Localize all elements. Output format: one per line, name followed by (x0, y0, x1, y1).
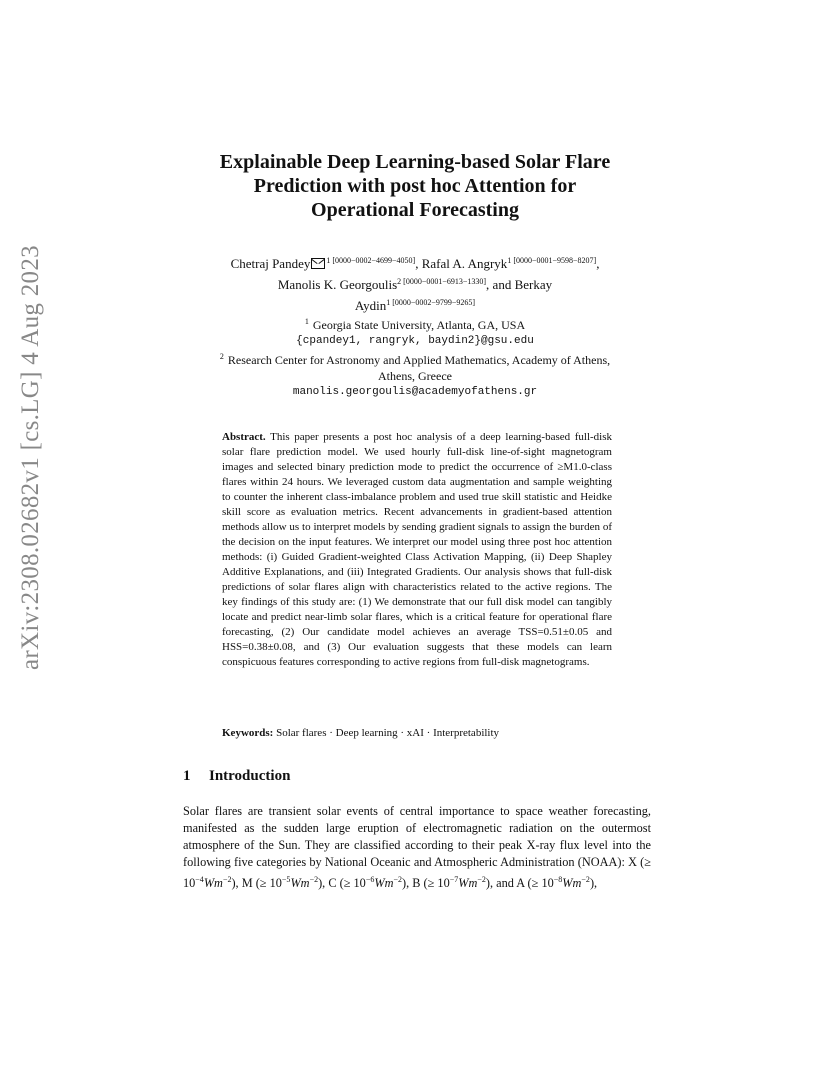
intro-text: ), C (≥ 10 (318, 876, 366, 890)
unit: Wm (562, 876, 582, 890)
affiliation-text: Research Center for Astronomy and Applied Mathematics, Academy of Athens, (227, 353, 611, 367)
intro-text: ), M (≥ 10 (231, 876, 282, 890)
authors-line-1 (175, 252, 655, 273)
affiliation-number: 1 (304, 317, 309, 326)
exponent: −8 (553, 875, 563, 884)
author-name: , Rafal A. Angryk (415, 256, 508, 271)
exponent: −4 (195, 875, 204, 884)
exponent: −5 (281, 875, 291, 884)
author-separator: , (596, 256, 600, 271)
intro-text: Solar flares are transient solar events of central importance to space weather forecasting, manifested as the sudden large eruption of electromagnetic radiation on the outermost atmosphere of the Sun. They are classified according to their peak X-ray flux level into the following five categories by National Oceanic and Atmospheric Administration (NOAA): X (≥ 10 (183, 804, 651, 890)
author-name: Chetraj Pandey (230, 256, 311, 271)
affiliation-1-email: {cpandey1, rangryk, baydin2}@gsu.edu (296, 335, 534, 347)
title-line-1: Explainable Deep Learning-based Solar Flare (219, 151, 611, 173)
authors-line-2 (175, 273, 655, 294)
affiliation-text: Georgia State University, Atlanta, GA, USA (312, 318, 526, 332)
exponent: −2 (393, 875, 402, 884)
authors-line-3 (175, 294, 655, 315)
affiliation-2-line-2: Athens, Greece (378, 369, 452, 383)
author-name: Manolis K. Georgoulis (277, 277, 398, 292)
exponent: −2 (581, 875, 590, 884)
affiliation-2 (175, 349, 655, 368)
intro-text: ), (589, 876, 598, 890)
abstract-text: This paper presents a post hoc analysis of a deep learning-based full-disk solar flare prediction model. We used hourly full-disk line-of-sight magnetogram images and selected binary prediction mode to predict the occurrence of ≥M1.0-class flares within 24 hours. We leveraged custom data augmentation and sample weighting to counter the inherent class-imbalance problem and used true skill statistic and Heidke skill score as evaluation metrics. Recent advancements in gradient-based attention methods allow us to interpret models by sending gradient signals to assign the burden of the decision on the input features. We interpret our model using three post hoc attention methods: (i) Guided Gradient-weighted Class Activation Mapping, (ii) Deep Shapley Additive Explanations, and (iii) Integrated Gradients. Our analysis shows that full-disk predictions of solar flares align with characteristics related to the active regions. The key findings of this study are: (1) We demonstrate that our full disk model can tangibly locate and predict near-limb solar flares, which is a critical feature for operational flare forecasting, (2) Our candidate model achieves an average TSS=0.51±0.05 and HSS=0.38±0.08, and (3) Our evaluation suggests that these models can learn conspicuous features corresponding to active regions from full-disk magnetograms. (222, 431, 612, 668)
section-title: Introduction (209, 768, 291, 784)
exponent: −2 (222, 875, 232, 884)
affiliations (175, 314, 655, 400)
abstract-label: Abstract. (222, 431, 266, 443)
author-separator: , and Berkay (486, 277, 553, 292)
unit: Wm (458, 876, 478, 890)
keywords (222, 726, 612, 741)
section-heading (183, 768, 653, 785)
author-orcid: 1 [0000−0002−9799−9265] (386, 298, 476, 307)
arxiv-stamp: arXiv:2308.02682v1 [cs.LG] 4 Aug 2023 (17, 245, 44, 670)
intro-text: ), and A (≥ 10 (485, 876, 554, 890)
abstract (222, 430, 612, 670)
exponent: −2 (477, 875, 486, 884)
affiliation-1 (175, 314, 655, 333)
author-orcid: 1 [0000−0001−9598−8207] (507, 256, 597, 265)
unit: Wm (290, 876, 310, 890)
keywords-label: Keywords: (222, 727, 274, 739)
affiliation-number: 2 (219, 352, 224, 361)
paper-title (180, 150, 650, 222)
exponent: −7 (449, 875, 459, 884)
keywords-text: Solar flares · Deep learning · xAI · Interpretability (276, 727, 500, 739)
exponent: −6 (365, 875, 375, 884)
title-line-2: Prediction with post hoc Attention for (253, 175, 577, 197)
author-name: Aydin (354, 298, 387, 313)
envelope-icon (311, 258, 325, 269)
intro-text: ), B (≥ 10 (401, 876, 450, 890)
author-orcid: 1 [0000−0002−4699−4050] (326, 256, 416, 265)
author-list (175, 252, 655, 315)
author-orcid: 2 [0000−0001−6913−1330] (397, 277, 487, 286)
unit: Wm (203, 876, 223, 890)
unit: Wm (374, 876, 394, 890)
intro-paragraph (183, 803, 651, 892)
exponent: −2 (309, 875, 319, 884)
section-number: 1 (183, 768, 191, 784)
affiliation-2-email: manolis.georgoulis@academyofathens.gr (292, 386, 538, 398)
title-line-3: Operational Forecasting (311, 199, 519, 221)
